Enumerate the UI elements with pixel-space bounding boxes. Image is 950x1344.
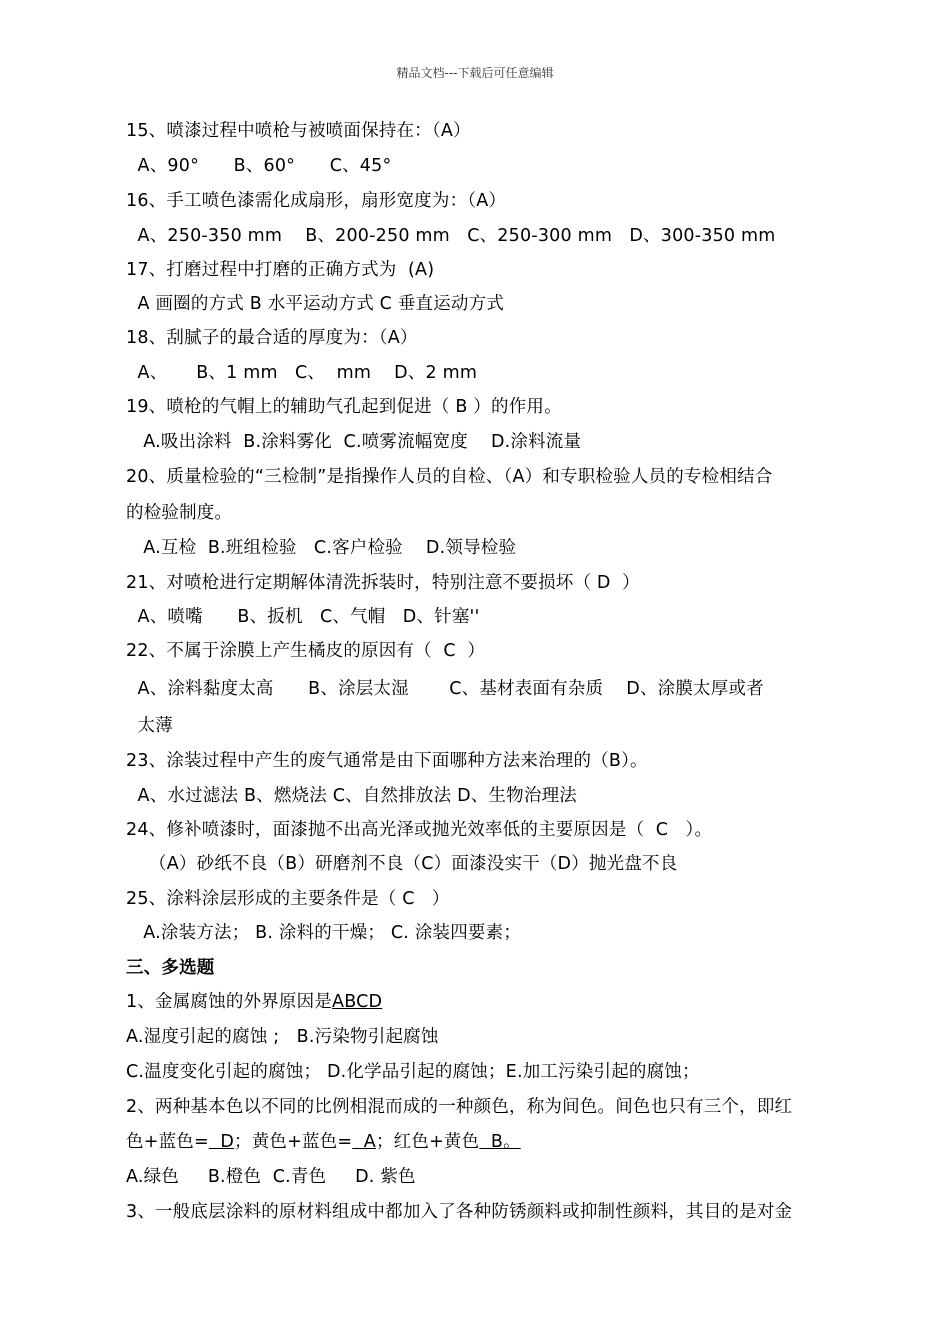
question-21: 21、对喷枪进行定期解体清洗拆装时，特别注意不要损坏（ D ） (126, 573, 640, 593)
mc-question-1-options-c: C.温度变化引起的腐蚀； D.化学品引起的腐蚀；E.加工污染引起的腐蚀； (126, 1062, 700, 1082)
question-23: 23、涂装过程中产生的废气通常是由下面哪种方法来治理的（B）。 (126, 751, 648, 771)
question-20-options: A.互检 B.班组检验 C.客户检验 D.领导检验 (126, 538, 517, 558)
mc-question-1 (126, 991, 382, 1013)
question-24: 24、修补喷漆时，面漆抛不出高光泽或抛光效率低的主要原因是（ C ）。 (126, 820, 713, 840)
question-18: 18、刮腻子的最合适的厚度为：（A） (126, 328, 418, 348)
color-line-answer-2: A (352, 1132, 376, 1152)
question-16: 16、手工喷色漆需化成扇形，扇形宽度为：（A） (126, 191, 507, 211)
question-24-options: （A）砂纸不良（B）研磨剂不良（C）面漆没实干（D）抛光盘不良 (126, 854, 678, 874)
mc-question-2: 2、两种基本色以不同的比例相混而成的一种颜色，称为间色。间色也只有三个，即红 (126, 1097, 793, 1117)
question-25-options: A.涂装方法； B. 涂料的干燥； C. 涂装四要素； (126, 923, 522, 943)
question-25: 25、涂料涂层形成的主要条件是（ C ） (126, 889, 450, 909)
mc-question-2-cont (126, 1131, 521, 1153)
color-line-answer-1: D (208, 1132, 235, 1152)
question-18-options: A、 B、1 mm C、 mm D、2 mm (126, 363, 478, 383)
color-line-answer-3: B。 (479, 1132, 521, 1152)
question-20-cont: 的检验制度。 (126, 503, 233, 523)
section-heading: 三、多选题 (126, 958, 215, 978)
mc-question-1-options-a: A.湿度引起的腐蚀 ; B.污染物引起腐蚀 (126, 1027, 439, 1047)
mc-question-2-options: A.绿色 B.橙色 C.青色 D. 紫色 (126, 1167, 416, 1187)
color-line-part-3: ；红色+黄色 (375, 1132, 480, 1152)
mc-question-3: 3、一般底层涂料的原材料组成中都加入了各种防锈颜料或抑制性颜料，其目的是对金 (126, 1202, 793, 1222)
question-15: 15、喷漆过程中喷枪与被喷面保持在：（A） (126, 121, 471, 141)
question-16-options: A、250-350 mm B、200-250 mm C、250-300 mm D、300-350 mm (126, 226, 776, 246)
page-header: 精品文档---下载后可任意编辑 (396, 66, 554, 80)
question-17-options: A 画圈的方式 B 水平运动方式 C 垂直运动方式 (126, 294, 505, 314)
question-20: 20、质量检验的“三检制”是指操作人员的自检、（A）和专职检验人员的专检相结合 (126, 467, 773, 487)
color-line-part-2: ；黄色+蓝色= (234, 1132, 353, 1152)
mc-question-1-answer: ABCD (332, 992, 383, 1012)
question-17: 17、打磨过程中打磨的正确方式为 (A) (126, 260, 435, 280)
question-23-options: A、水过滤法 B、燃烧法 C、自然排放法 D、生物治理法 (126, 786, 577, 806)
mc-question-1-text: 1、金属腐蚀的外界原因是 (126, 992, 333, 1012)
question-19-options: A.吸出涂料 B.涂料雾化 C.喷雾流幅宽度 D.涂料流量 (126, 432, 582, 452)
question-21-options: A、喷嘴 B、扳机 C、气帽 D、针塞'' (126, 607, 480, 627)
question-19: 19、喷枪的气帽上的辅助气孔起到促进（ B ）的作用。 (126, 397, 562, 417)
question-22: 22、不属于涂膜上产生橘皮的原因有（ C ） (126, 641, 486, 661)
question-15-options: A、90° B、60° C、45° (126, 156, 392, 176)
question-22-options: A、涂料黏度太高 B、涂层太湿 C、基材表面有杂质 D、涂膜太厚或者 (126, 679, 764, 699)
color-line-part-1: 色+蓝色= (126, 1132, 209, 1152)
question-22-options-cont: 太薄 (126, 716, 173, 736)
